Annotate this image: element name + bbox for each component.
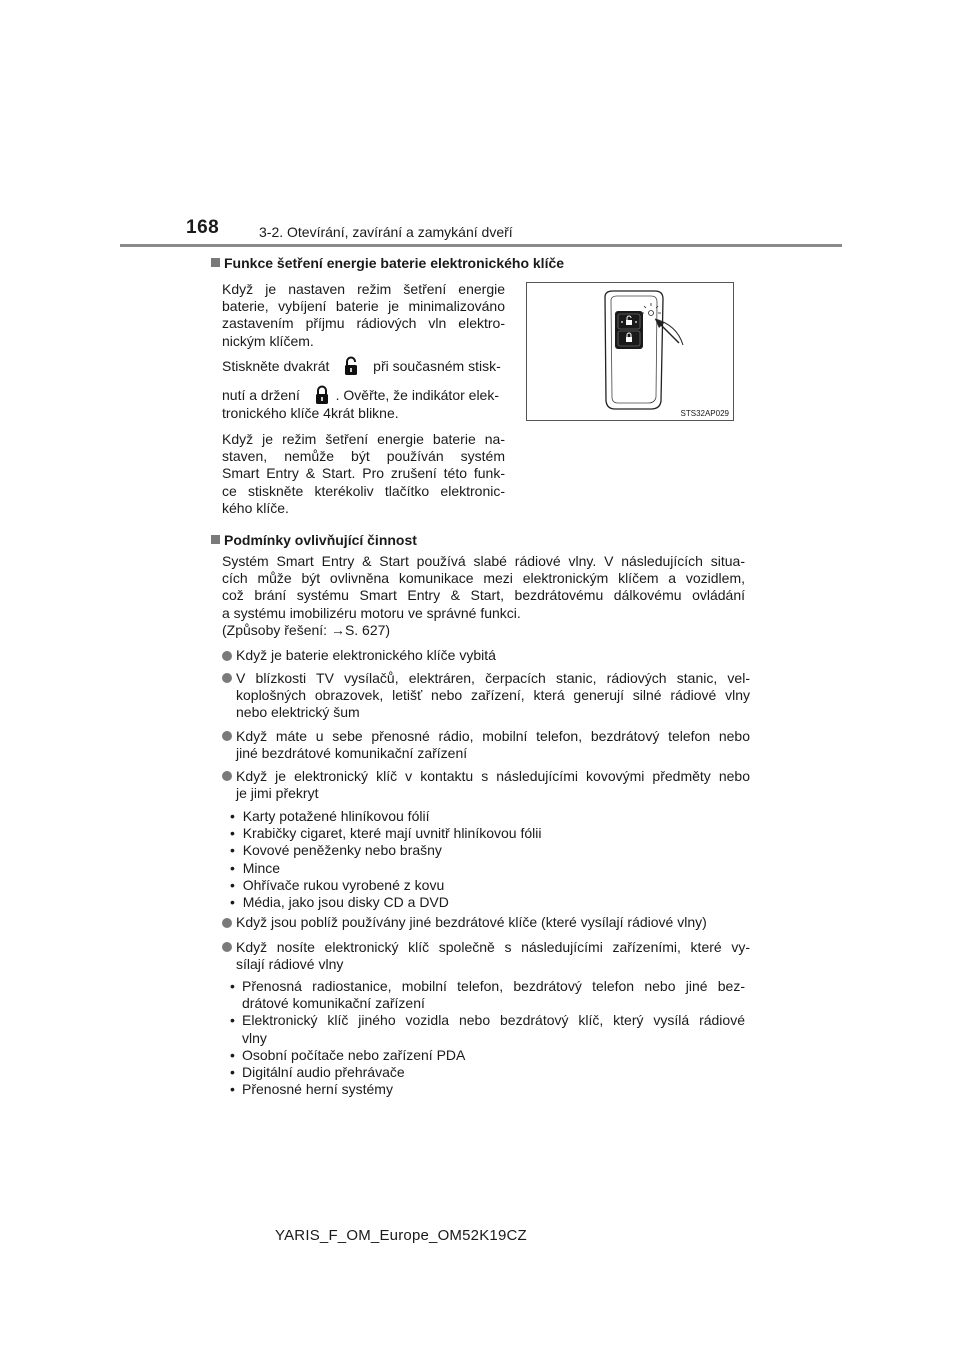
page-number: 168 bbox=[186, 217, 220, 238]
metal-objects-list bbox=[230, 808, 730, 911]
list-item: Když jsou poblíž používány jiné bezdrátové klíče (které vysílají rádiové vlny) bbox=[222, 914, 750, 931]
unlock-icon bbox=[343, 356, 359, 376]
section-title-battery-saving: Funkce šetření energie baterie elektronického klíče bbox=[211, 255, 564, 271]
conditions-intro: Systém Smart Entry & Start používá slabé rádiové vlny. V následujících situa- cích může být ovlivněna komunikace mezi elektronickým klíčem a vozidlem, což brání systému Smart Entry & Start, bezdrátovému dálkovému ovládání a systému imobilizéru motoru ve správné funkci. (Způsoby řešení: →S. 627) bbox=[222, 553, 745, 638]
header-divider bbox=[120, 244, 842, 247]
round-bullet-icon bbox=[222, 918, 232, 928]
round-bullet-icon bbox=[222, 673, 232, 683]
list-item: • Kovové peněženky nebo brašny bbox=[230, 842, 442, 859]
list-item: • Přenosné herní systémy bbox=[230, 1081, 393, 1098]
list-item: • Mince bbox=[230, 859, 281, 876]
lock-icon bbox=[314, 385, 330, 405]
battery-saving-paragraph: Když je nastaven režim šetření energie baterie, vybíjení baterie je minimalizováno zastavením příjmu rádiových vln elektro- nickým klíčem. bbox=[222, 281, 505, 349]
list-item: • Osobní počítače nebo zařízení PDA bbox=[230, 1046, 466, 1063]
list-item: Když nosíte elektronický klíč společně s následujícími zařízeními, které vy- sílají rádiové vlny bbox=[222, 939, 750, 973]
section-title-conditions: Podmínky ovlivňující činnost bbox=[211, 532, 417, 548]
press-instruction-line-2: nutí a držení . Ověřte, že indikátor elek- bbox=[222, 387, 500, 403]
square-bullet-icon bbox=[211, 258, 220, 267]
list-item: • Elektronický klíč jiného vozidla nebo bezdrátový klíč, který vysílá rádiové vlny bbox=[230, 1012, 745, 1046]
list-item: • Ohřívače rukou vyrobené z kovu bbox=[230, 876, 445, 893]
round-bullet-icon bbox=[222, 731, 232, 741]
electronic-key-icon bbox=[527, 283, 733, 420]
list-item: • Karty potažené hliníkovou fólií bbox=[230, 808, 430, 824]
press-instruction-line-3: tronického klíče 4krát blikne. bbox=[222, 405, 399, 421]
radio-devices-list bbox=[230, 978, 745, 1098]
list-item: Když je baterie elektronického klíče vybitá bbox=[222, 647, 750, 664]
page-reference: (Způsoby řešení: →S. 627) bbox=[222, 621, 391, 638]
list-item: • Krabičky cigaret, které mají uvnitř hliníkovou fólii bbox=[230, 825, 542, 842]
list-item: Když máte u sebe přenosné rádio, mobilní telefon, bezdrátový telefon nebo jiné bezdrátové komunikační zařízení bbox=[222, 728, 750, 762]
list-item: • Média, jako jsou disky CD a DVD bbox=[230, 894, 449, 911]
press-instruction-line-1: Stiskněte dvakrát při současném stisk- bbox=[222, 358, 501, 374]
square-bullet-icon bbox=[211, 535, 220, 544]
list-item: • Přenosná radiostanice, mobilní telefon, bezdrátový telefon nebo jiné bez- drátové komunikační zařízení bbox=[230, 978, 745, 1012]
list-item: Když je elektronický klíč v kontaktu s následujícími kovovými předměty nebo je jimi překryt bbox=[222, 768, 750, 802]
round-bullet-icon bbox=[222, 942, 232, 952]
list-item: V blízkosti TV vysílačů, elektráren, čerpacích stanic, rádiových stanic, vel- koplošných obrazovek, letišť nebo zařízení, která generují silné rádiové vlny nebo elektrický šum bbox=[222, 670, 750, 722]
battery-saving-cancel-paragraph: Když je režim šetření energie baterie na- staven, nemůže být používán systém Smart Entry & Start. Pro zrušení této funk- ce stiskněte kterékoliv tlačítko elektronic- kého klíče. bbox=[222, 431, 505, 516]
figure-code: STS32AP029 bbox=[680, 409, 729, 418]
round-bullet-icon bbox=[222, 771, 232, 781]
list-item: • Digitální audio přehrávače bbox=[230, 1064, 405, 1081]
chapter-title: 3-2. Otevírání, zavírání a zamykání dveří bbox=[259, 224, 513, 240]
electronic-key-illustration bbox=[526, 282, 734, 421]
footer-document-code: YARIS_F_OM_Europe_OM52K19CZ bbox=[275, 1227, 527, 1244]
round-bullet-icon bbox=[222, 651, 232, 661]
